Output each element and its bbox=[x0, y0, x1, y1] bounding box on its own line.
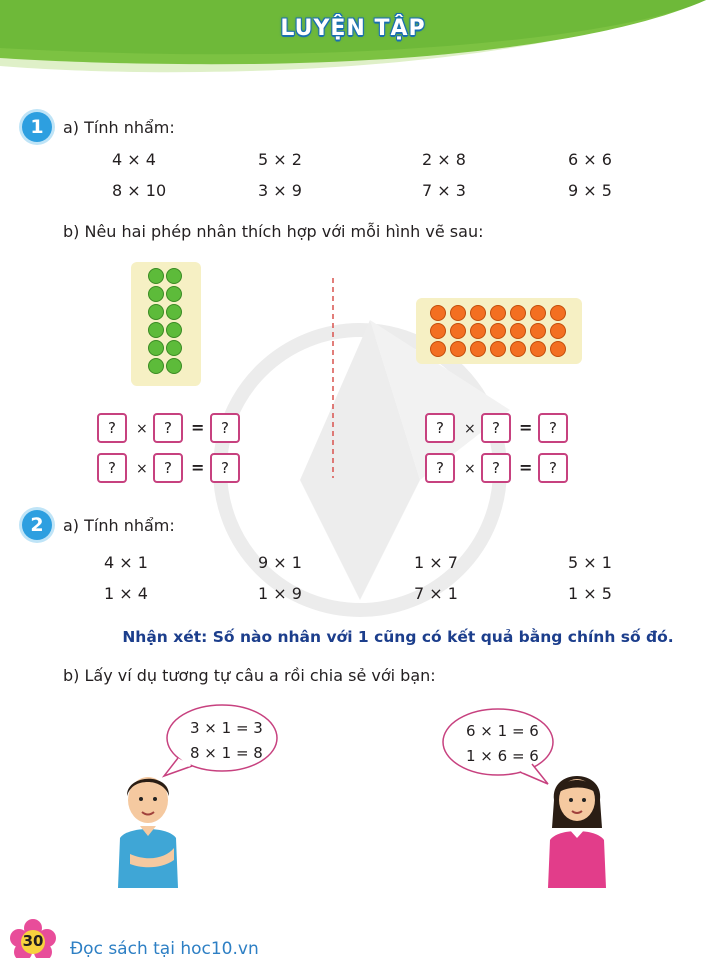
ex2-expr: 9 × 1 bbox=[258, 553, 302, 572]
green-dots-picture bbox=[131, 262, 201, 386]
footer-link-text[interactable]: Đọc sách tại hoc10.vn bbox=[70, 939, 259, 959]
equals-sign: = bbox=[519, 458, 533, 477]
exercise-1-badge: 1 bbox=[22, 112, 52, 142]
equals-sign: = bbox=[191, 458, 205, 477]
times-sign: × bbox=[136, 421, 148, 437]
answer-box[interactable]: ? bbox=[425, 413, 455, 443]
ex1-expr: 6 × 6 bbox=[568, 150, 612, 169]
ex1-part-a: a) Tính nhẩm: bbox=[63, 118, 175, 137]
times-sign: × bbox=[136, 461, 148, 477]
remark-note: Nhận xét: Số nào nhân với 1 cũng có kết quả bằng chính số đó. bbox=[122, 628, 674, 646]
answer-box[interactable]: ? bbox=[210, 453, 240, 483]
ex2-expr: 7 × 1 bbox=[414, 584, 458, 603]
ex2-expr: 5 × 1 bbox=[568, 553, 612, 572]
times-sign: × bbox=[464, 461, 476, 477]
girl-illustration bbox=[540, 766, 614, 888]
girl-bubble-line: 1 × 6 = 6 bbox=[466, 747, 539, 765]
ex1-expr: 3 × 9 bbox=[258, 181, 302, 200]
girl-bubble-line: 6 × 1 = 6 bbox=[466, 722, 539, 740]
ex2-expr: 4 × 1 bbox=[104, 553, 148, 572]
answer-box[interactable]: ? bbox=[538, 453, 568, 483]
ex2-part-a: a) Tính nhẩm: bbox=[63, 516, 175, 535]
ex2-part-b: b) Lấy ví dụ tương tự câu a rồi chia sẻ với bạn: bbox=[63, 666, 436, 685]
equals-sign: = bbox=[519, 418, 533, 437]
times-sign: × bbox=[464, 421, 476, 437]
ex1-expr: 4 × 4 bbox=[112, 150, 156, 169]
answer-box[interactable]: ? bbox=[538, 413, 568, 443]
ex2-expr: 1 × 9 bbox=[258, 584, 302, 603]
ex2-expr: 1 × 7 bbox=[414, 553, 458, 572]
ex1-expr: 5 × 2 bbox=[258, 150, 302, 169]
boy-bubble-line: 8 × 1 = 8 bbox=[190, 744, 263, 762]
answer-box[interactable]: ? bbox=[97, 413, 127, 443]
ex1-part-b: b) Nêu hai phép nhân thích hợp với mỗi hình vẽ sau: bbox=[63, 222, 484, 241]
answer-box[interactable]: ? bbox=[481, 413, 511, 443]
orange-dots-picture bbox=[416, 298, 582, 364]
answer-box[interactable]: ? bbox=[153, 453, 183, 483]
answer-box[interactable]: ? bbox=[481, 453, 511, 483]
header-banner bbox=[0, 0, 706, 100]
page-title: LUYỆN TẬP bbox=[280, 16, 426, 41]
ex2-expr: 1 × 5 bbox=[568, 584, 612, 603]
boy-illustration bbox=[108, 768, 188, 888]
ex1-expr: 7 × 3 bbox=[422, 181, 466, 200]
exercise-2-badge: 2 bbox=[22, 510, 52, 540]
answer-box[interactable]: ? bbox=[153, 413, 183, 443]
page-number: 30 bbox=[22, 932, 44, 950]
answer-box[interactable]: ? bbox=[210, 413, 240, 443]
answer-box[interactable]: ? bbox=[97, 453, 127, 483]
ex2-expr: 1 × 4 bbox=[104, 584, 148, 603]
ex1-expr: 8 × 10 bbox=[112, 181, 167, 200]
divider-dashed bbox=[330, 278, 336, 478]
boy-bubble-line: 3 × 1 = 3 bbox=[190, 719, 263, 737]
answer-box[interactable]: ? bbox=[425, 453, 455, 483]
equals-sign: = bbox=[191, 418, 205, 437]
ex1-expr: 9 × 5 bbox=[568, 181, 612, 200]
ex1-expr: 2 × 8 bbox=[422, 150, 466, 169]
